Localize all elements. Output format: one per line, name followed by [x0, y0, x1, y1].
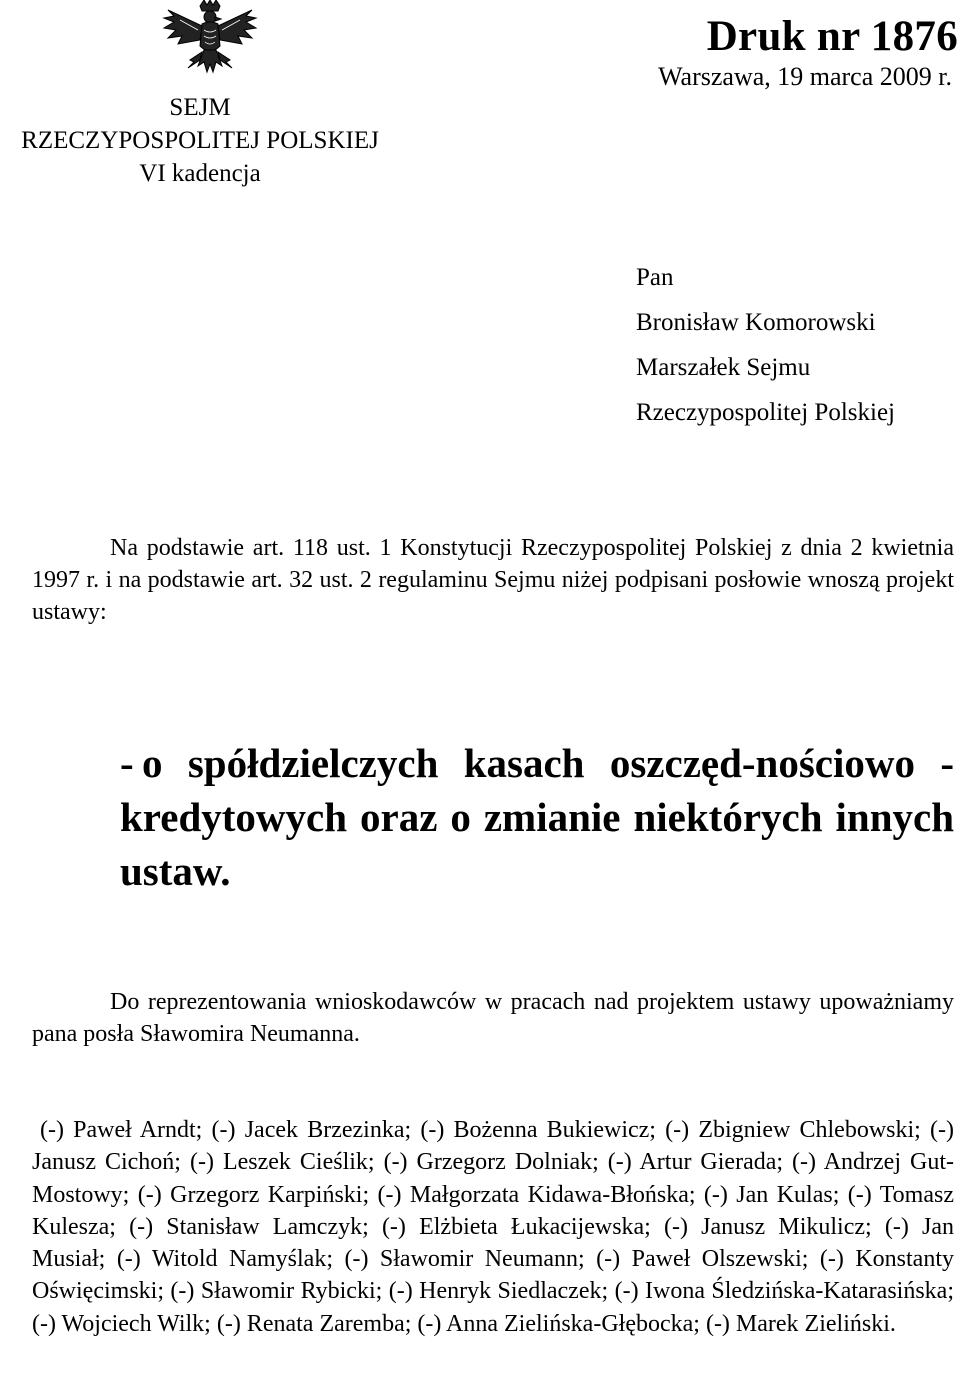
addressee-line-1: Pan — [636, 264, 674, 291]
representation-paragraph: Do reprezentowania wnioskodawców w pracach nad projektem ustawy upoważniamy pana posła Sławomira Neumanna. — [32, 989, 954, 1047]
place-date: Warszawa, 19 marca 2009 r. — [658, 62, 952, 91]
print-number: Druk nr 1876 — [706, 13, 958, 60]
addressee-line-3: Marszałek Sejmu — [636, 354, 811, 381]
addressee-line-2: Bronisław Komorowski — [636, 309, 876, 336]
eagle-emblem-icon — [160, 0, 260, 84]
bill-title: o spółdzielczych kasach oszczęd-nościowo - kredytowych oraz o zmianie niektórych innych ustaw. — [120, 740, 954, 894]
bill-title-block — [120, 736, 954, 898]
institution-line-1: SEJM — [169, 94, 231, 121]
bill-title-dash: - — [120, 740, 134, 786]
intro-paragraph: Na podstawie art. 118 ust. 1 Konstytucji Rzeczypospolitej Polskiej z dnia 2 kwietnia 1997 r. i na podstawie art. 32 ust. 2 regulaminu Sejmu niżej podpisani posłowie wnoszą projekt ustawy: — [32, 535, 954, 625]
institution-line-3: VI kadencja — [139, 160, 261, 187]
signatories-paragraph: (-) Paweł Arndt; (-) Jacek Brzezinka; (-) Bożenna Bukiewicz; (-) Zbigniew Chlebowski; (-) Janusz Cichoń; (-) Leszek Cieślik; (-) Grzegorz Dolniak; (-) Artur Gierada; (-) Andrzej Gut-Mostowy; (-) Grzegorz Karpiński; (-) Małgorzata Kidawa-Błońska; (-) Jan Kulas; (-) Tomasz Kulesza; (-) Stanisław Lamczyk; (-) Elżbieta Łukacijewska; (-) Janusz Mikulicz; (-) Jan Musiał; (-) Witold Namyślak; (-) Sławomir Neumann; (-) Paweł Olszewski; (-) Konstanty Oświęcimski; (-) Sławomir Rybicki; (-) Henryk Siedlaczek; (-) Iwona Śledzińska-Katarasińska; (-) Wojciech Wilk; (-) Renata Zaremba; (-) Anna Zielińska-Głębocka; (-) Marek Zieliński. — [32, 1117, 954, 1337]
addressee-line-4: Rzeczypospolitej Polskiej — [636, 399, 895, 426]
institution-line-2: RZECZYPOSPOLITEJ POLSKIEJ — [21, 127, 379, 154]
